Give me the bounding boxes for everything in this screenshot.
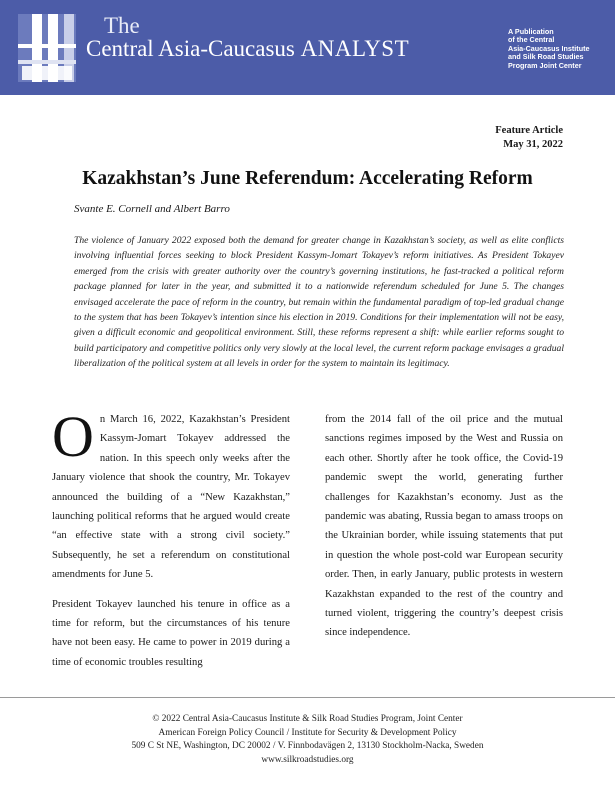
publication-note bbox=[508, 28, 608, 70]
pub-line: of the Central bbox=[508, 35, 555, 45]
footer-copyright: © 2022 Central Asia-Caucasus Institute & Silk Road Studies Program, Joint Center bbox=[152, 714, 463, 724]
article-authors: Svante E. Cornell and Albert Barro bbox=[74, 203, 230, 215]
article-meta bbox=[495, 124, 563, 152]
footer-website: www.silkroadstudies.org bbox=[261, 754, 354, 765]
brand-the: The bbox=[104, 13, 140, 38]
body-column-left bbox=[52, 404, 290, 682]
article-type: Feature Article bbox=[495, 125, 563, 136]
drop-cap: O bbox=[52, 404, 94, 469]
article-abstract: The violence of January 2022 exposed both the demand for greater change in Kazakhstan’s society, as well as elite conflicts involving influential forces seeking to block President Kassym-Jomart Tokayev’s reform initiatives. As President Tokayev emerged from the crisis with greater authority over the country’s governing institutions, he fast-tracked a political reform package planned for later in the year, and submitted it to a nationwide referendum scheduled for June 5. The changes envisaged accelerate the pace of reform in the country, but remain within the fundamental paradigm of top-led gradual change to the system that has been Tokayev’s intention since his election in 2019. Conditions for their implementation will not be easy, given a difficult economic and geopolitical environment. Still, these reforms represent a shift: while earlier reforms sought to build participatory and competitive politics only very slowly at the local level, the current reform package envisages a gradual liberalization of the political system at all levels in order for the system to maintain its legitimacy. bbox=[74, 235, 564, 370]
footer-divider bbox=[0, 697, 615, 698]
logo-columns-icon bbox=[18, 14, 76, 82]
paragraph-text: n March 16, 2022, Kazakhstan’s President Kassym-Jomart Tokayev addressed the nation. In this speech only weeks after the January violence that shook the country, Mr. Tokayev announced the building of a “New Kazakhstan,” launching political reforms that he argued would create “an effective state with a strong civil society.” Subsequently, he set a referendum on constitutional amendments for June 5. bbox=[52, 414, 290, 581]
pub-line: A Publication bbox=[508, 27, 554, 36]
brand-name-main: Central Asia-Caucasus bbox=[86, 36, 295, 61]
pub-line: Asia-Caucasus Institute bbox=[508, 43, 590, 53]
footer-organizations: American Foreign Policy Council / Institute for Security & Development Policy bbox=[158, 727, 457, 738]
body-paragraph: President Tokayev launched his tenure in office as a time for reform, but the circumstances of his tenure have not been easy. He came to power in 2019 during a time of economic troubles resulting bbox=[52, 598, 290, 668]
pub-line: Program Joint Center bbox=[508, 60, 582, 70]
brand-name bbox=[86, 36, 409, 62]
footer bbox=[0, 713, 615, 767]
brand-analyst: ANALYST bbox=[300, 36, 410, 61]
pub-line: and Silk Road Studies bbox=[508, 52, 584, 62]
article-date: May 31, 2022 bbox=[503, 139, 563, 150]
body-column-right bbox=[325, 410, 563, 653]
body-paragraph: from the 2014 fall of the oil price and the mutual sanctions regimes imposed by the West and Russia on each other. Shortly after he took office, the Covid-19 pandemic swept the world, generating further challenges for Kazakhstan’s economy. Just as the pandemic was abating, Russia began to amass troops on the Ukrainian border, while issuing statements that put in question the whole post-cold war European security order. Then, in early January, public protests in western Kazakhstan expanded to the rest of the country and turned violent, triggering the country’s deepest crisis since independence. bbox=[325, 414, 563, 639]
footer-addresses: 509 C St NE, Washington, DC 20002 / V. Finnbodavägen 2, 13130 Stockholm-Nacka, Sweden bbox=[131, 741, 484, 751]
header-banner bbox=[0, 0, 615, 95]
body-paragraph bbox=[52, 404, 290, 585]
article-title: Kazakhstan’s June Referendum: Accelerating Reform bbox=[82, 168, 533, 189]
